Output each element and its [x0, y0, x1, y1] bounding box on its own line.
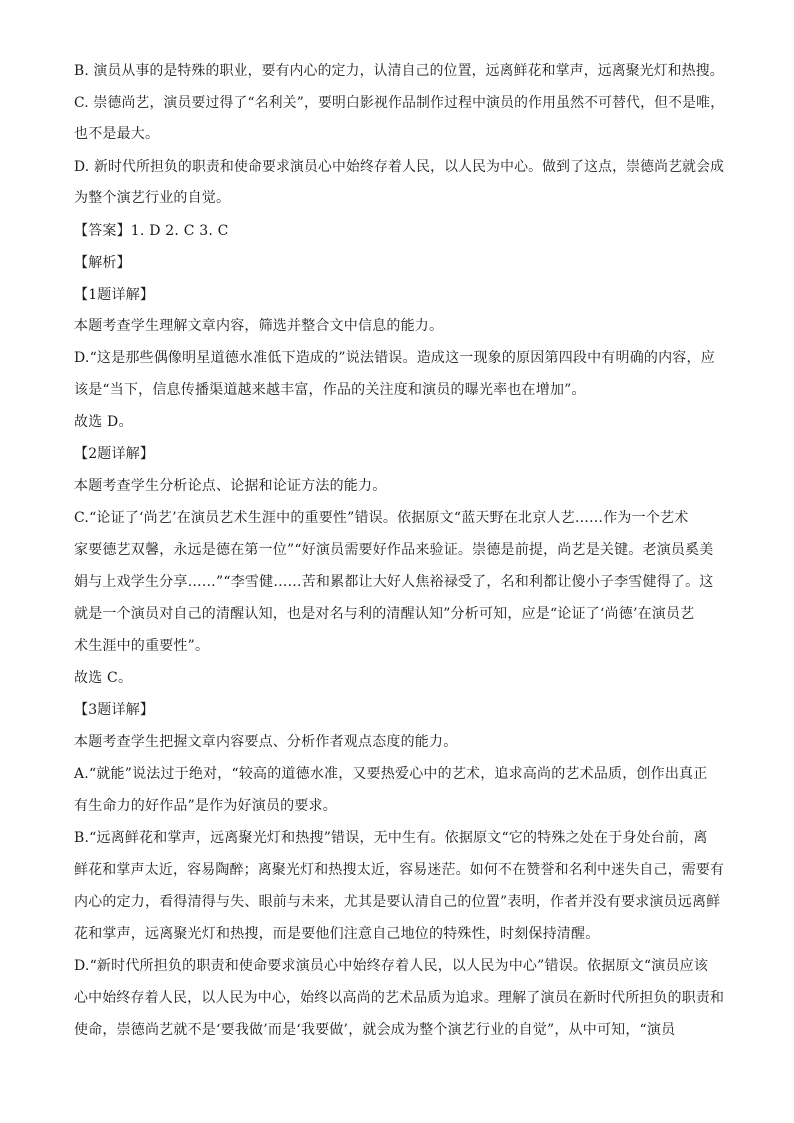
option-d-line-2: 为整个演艺行业的自觉。	[74, 190, 231, 206]
q2-explanation-5: 术生涯中的重要性”。	[74, 638, 210, 654]
q2-explanation-4: 就是一个演员对自己的清醒认知，也是对名与利的清醒认知”分析可知，应是“论证了‘尚德’在演员艺	[74, 606, 695, 622]
q3-option-b-4: 花和掌声，远离聚光灯和热搜，而是要他们注意自己地位的特殊性，时刻保持清醒。	[74, 926, 600, 942]
q3-option-a-1: A.“就能”说法过于绝对，“较高的道德水准，又要热爱心中的艺术，追求高尚的艺术品质，创作出真正	[74, 766, 708, 782]
q1-explanation-1: D.“这是那些偶像明星道德水准低下造成的”说法错误。造成这一现象的原因第四段中有明确的内容，应	[74, 350, 715, 366]
q3-option-b-2: 鲜花和掌声太近，容易陶醉；离聚光灯和热搜太近，容易迷茫。如何不在赞誉和名利中迷失自己，需要有	[74, 862, 725, 878]
q2-choice: 故选 C。	[74, 670, 133, 686]
q1-choice: 故选 D。	[74, 414, 133, 430]
q2-explanation-1: C.“论证了‘尚艺’在演员艺术生涯中的重要性”错误。依据原文“蓝天野在北京人艺……作为一个艺术	[74, 510, 689, 526]
q3-option-a-2: 有生命力的好作品”是作为好演员的要求。	[74, 798, 337, 814]
q1-intro: 本题考查学生理解文章内容，筛选并整合文中信息的能力。	[74, 318, 444, 334]
option-b-line: B. 演员从事的是特殊的职业，要有内心的定力，认清自己的位置，远离鲜花和掌声，远离聚光灯和热搜。	[74, 63, 724, 79]
analysis-heading: 【解析】	[74, 255, 131, 271]
q3-detail-heading: 【3题详解】	[74, 702, 155, 718]
answer-line: 【答案】1. D 2. C 3. C	[74, 223, 229, 239]
option-c-line-1: C. 崇德尚艺，演员要过得了“名利关”，要明白影视作品制作过程中演员的作用虽然不可替代，但不是唯，	[74, 95, 725, 111]
q2-intro: 本题考查学生分析论点、论据和论证方法的能力。	[74, 478, 387, 494]
q3-intro: 本题考查学生把握文章内容要点、分析作者观点态度的能力。	[74, 734, 458, 750]
q2-explanation-3: 娟与上戏学生分享……”“李雪健……苦和累都让大好人焦裕禄受了，名和利都让傻小子李雪健得了。这	[74, 574, 714, 590]
q3-option-d-2: 心中始终存着人民，以人民为中心，始终以高尚的艺术品质为追求。理解了演员在新时代所担负的职责和	[74, 990, 725, 1006]
option-d-line-1: D. 新时代所担负的职责和使命要求演员心中始终存着人民，以人民为中心。做到了这点，崇德尚艺就会成	[74, 159, 725, 175]
option-c-line-2: 也不是最大。	[74, 126, 160, 142]
q3-option-b-3: 内心的定力，看得清得与失、眼前与未来，尤其是要认清自己的位置”表明，作者并没有要求演员远离鲜	[74, 894, 721, 910]
q1-detail-heading: 【1题详解】	[74, 287, 155, 303]
q2-explanation-2: 家要德艺双馨，永远是德在第一位”“好演员需要好作品来验证。崇德是前提，尚艺是关键。老演员奚美	[74, 542, 714, 558]
q1-explanation-2: 该是“当下，信息传播渠道越来越丰富，作品的关注度和演员的曝光率也在增加”。	[74, 382, 586, 398]
q3-option-d-3: 使命，崇德尚艺就不是‘要我做’而是‘我要做’，就会成为整个演艺行业的自觉”，从中可知，“演员	[74, 1022, 676, 1038]
q3-option-d-1: D.“新时代所担负的职责和使命要求演员心中始终存着人民，以人民为中心”错误。依据原文“演员应该	[74, 958, 709, 974]
q3-option-b-1: B.“远离鲜花和掌声，远离聚光灯和热搜”错误，无中生有。依据原文“它的特殊之处在于身处台前，离	[74, 830, 708, 846]
q2-detail-heading: 【2题详解】	[74, 446, 155, 462]
